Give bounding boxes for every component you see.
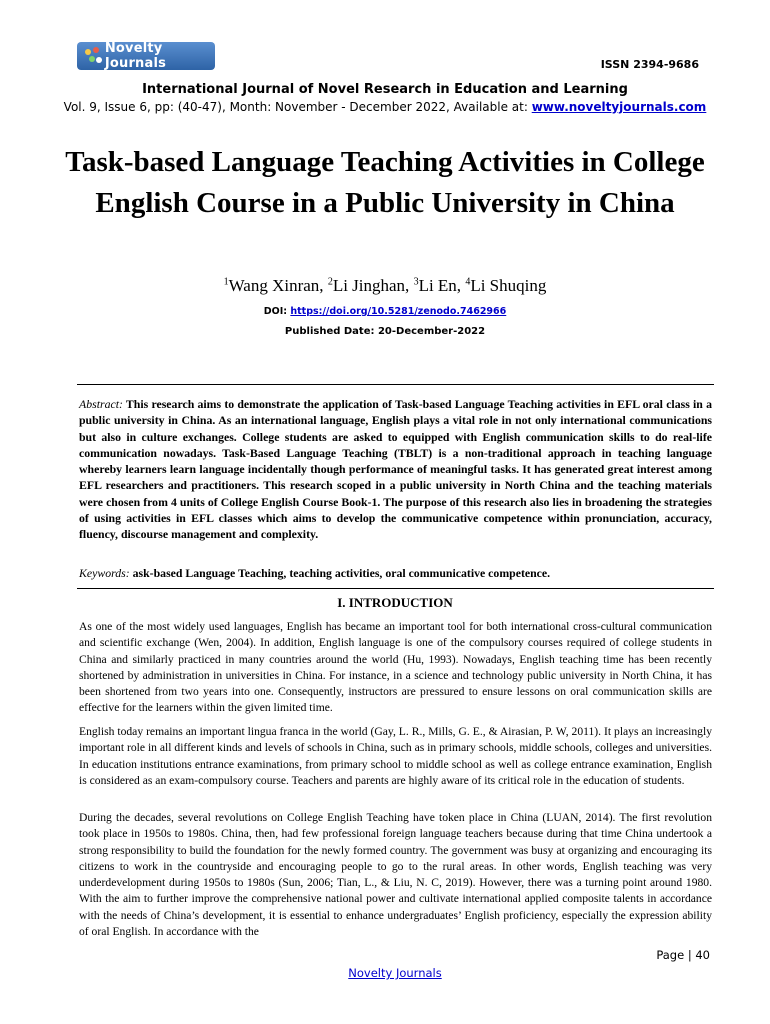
journal-name: International Journal of Novel Research in Education and Learning — [142, 82, 628, 97]
doi-link[interactable]: https://doi.org/10.5281/zenodo.7462966 — [290, 306, 507, 317]
keywords-text: ask-based Language Teaching, teaching activities, oral communicative competence. — [129, 566, 551, 580]
website-link[interactable]: www.noveltyjournals.com — [531, 100, 707, 114]
paragraph: As one of the most widely used languages, English has became an important tool for both international cross-cultural communication and scientific exchange (Wen, 2004). In addition, English language is one of the compulsory courses required of college students in China and similarly practiced in many countries around the world (Hu, 1993). Nowadays, English teaching time has been recently shortened by administration in universities in China. For instance, in a science and technology public university in North China, it has been shortened from two years into one. Consequently, instructors are pressured to ensure lessons on oral communication skills are effective for the learners within the given limited time. — [79, 620, 712, 715]
author-sup: 3 — [413, 276, 419, 288]
doi-line — [0, 306, 770, 317]
doi-label: DOI: — [263, 306, 291, 317]
bottom-divider — [77, 588, 714, 589]
article-title: Task-based Language Teaching Activities in College English Course in a Public University in China — [65, 146, 705, 219]
section-heading: I. INTRODUCTION — [337, 595, 453, 610]
author-name: Wang Xinran, — [228, 276, 328, 295]
footer-publisher-link[interactable]: Novelty Journals — [348, 966, 442, 980]
publisher-logo[interactable] — [77, 42, 215, 70]
author-name: Li Shuqing — [470, 276, 547, 295]
abstract-label: Abstract: — [79, 397, 123, 411]
author-sup: 2 — [327, 276, 333, 288]
author-name: Li En, — [418, 276, 466, 295]
volume-info — [0, 100, 770, 114]
keywords-label: Keywords: — [79, 566, 130, 580]
abstract — [79, 396, 712, 543]
abstract-text: This research aims to demonstrate the application of Task-based Language Teaching activities in EFL oral class in a public university in China. As an international language, English plays a vital role in not only international communications but also in culture exchanges. College students are asked to equipped with English communication skills to do real-life communication nowadays. Task-Based Language Teaching (TBLT) is a non-traditional approach in teaching language whereby learners learn language incidentally though performance of meaningful tasks. It has generated great interest among EFL researchers and practitioners. This research scoped in a public university in North China and the teaching materials were chosen from 4 units of College English Course Book-1. The purpose of this research also lies in broadening the strategies of using activities in EFL classes which aims to develop the communicative competence within pronunciation, accuracy, fluency, discourse management and complexity. — [79, 397, 712, 542]
published-date: Published Date: 20-December-2022 — [284, 326, 486, 337]
author-name: Li Jinghan, — [332, 276, 414, 295]
top-divider — [77, 384, 714, 385]
logo-text: Novelty Journals — [104, 41, 167, 71]
paragraph: English today remains an important lingua franca in the world (Gay, L. R., Mills, G. E., & Airasian, P. W, 2011). It plays an increasingly important role in all different kinds and levels of schools in China, such as in primary schools, middle schools, colleges and universities. In education institutions entrance examinations, from primary school to middle school as well as college entrance examination, English is considered as an exam-compulsory course. Teachers and parents are highly aware of its critical role in the education of students. — [79, 725, 712, 787]
page-number: Page | 40 — [656, 948, 710, 962]
logo-dots-icon — [83, 46, 101, 66]
issn: ISSN 2394-9686 — [600, 58, 699, 71]
keywords — [79, 566, 712, 581]
author-list — [0, 276, 770, 296]
author-sup: 4 — [465, 276, 471, 288]
paragraph: During the decades, several revolutions on College English Teaching have token place in China (LUAN, 2014). The first revolution took place in 1950s to 1980s. China, then, had few professional foreign language teachers because during that time China undertook a strong responsibility to build the foundation for the newly formed country. The government was busy at organizing and encouraging its citizens to work in the countryside and encouraging people to go to the rural areas. In other words, English teaching was very underdevelopment during 1950s to 1980s (Sun, 2006; Tian, L., & Liu, N. C, 2019). However, there was a turning point around 1980. With the aim to further improve the comprehensive national power and cultivate international applied composite talents in accordance with the needs of China’s development, it is essential to enhance undergraduates’ English proficiency, especially the expression ability of oral English. In accordance with the — [79, 811, 712, 939]
volume-text: Vol. 9, Issue 6, pp: (40-47), Month: November - December 2022, Available at: — [63, 100, 532, 114]
author-sup: 1 — [223, 276, 229, 288]
